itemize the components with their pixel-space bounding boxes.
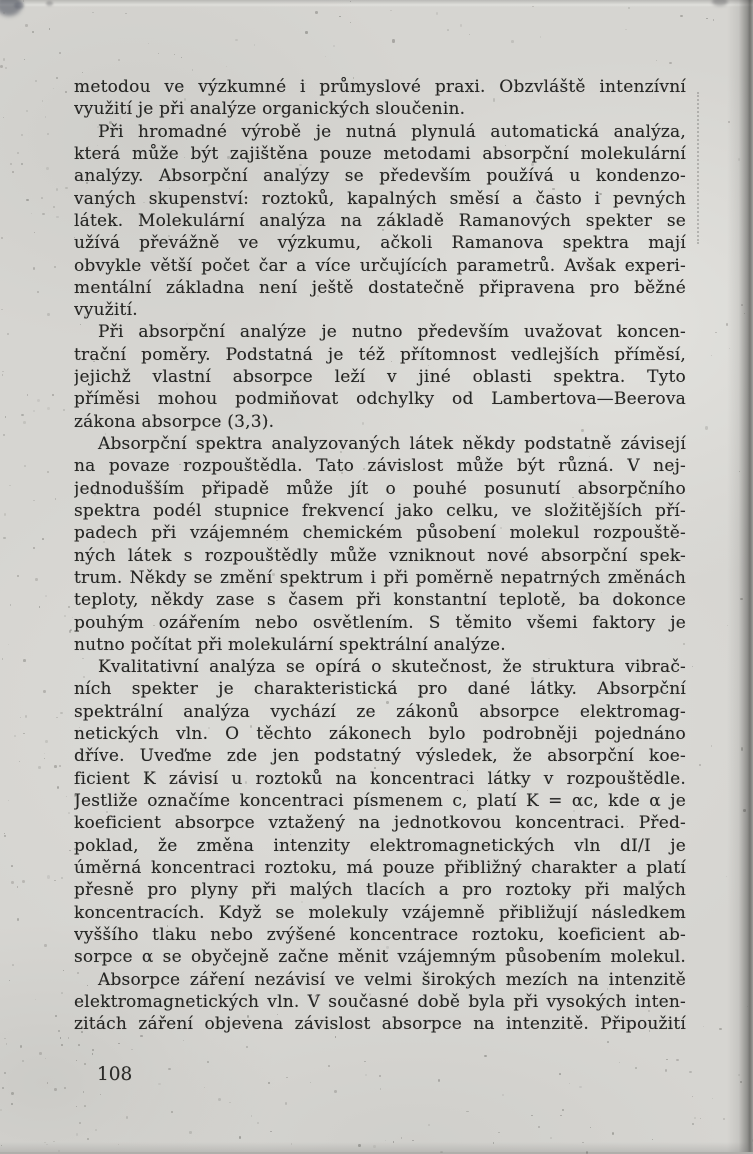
text-line: jejichž vlastní absorpce leží v jiné oblasti spektra. Tyto — [74, 367, 686, 388]
text-line: zákona absorpce (3,3). — [74, 411, 275, 432]
text-line: Absorpce záření nezávisí ve velmi širokých mezích na intenzitě — [98, 969, 686, 990]
text-line: trační poměry. Podstatná je též přítomnost vedlejších příměsí, — [74, 344, 686, 365]
text-line: vyššího tlaku nebo zvýšené koncentrace roztoku, koeficient ab- — [74, 924, 686, 945]
scan-corner-smudge — [14, 2, 24, 9]
paragraph — [74, 969, 686, 1036]
text-line: na povaze rozpouštědla. Tato závislost může být různá. V nej- — [74, 456, 686, 477]
scan-top-edge — [0, 0, 753, 7]
text-line: spektrální analýza vychází ze zákonů absorpce elektromag- — [74, 701, 686, 722]
text-line: ních spekter je charakteristická pro dané látky. Absorpční — [74, 679, 686, 700]
paragraph — [74, 656, 686, 968]
text-line: netických vln. O těchto zákonech bylo podrobněji pojednáno — [74, 724, 686, 745]
text-line: pouhým ozářením nebo osvětlením. S těmito všemi faktory je — [74, 612, 686, 633]
text-line: ných látek s rozpouštědly může vzniknout nové absorpční spek- — [74, 545, 686, 566]
paragraph — [74, 321, 686, 433]
text-line: teploty, někdy zase s časem při konstantní teplotě, ba dokonce — [74, 590, 686, 611]
text-line: mentální základna není ještě dostatečně připravena pro běžné — [74, 277, 686, 298]
text-line: Při absorpční analýze je nutno především uvažovat koncen- — [98, 322, 686, 343]
text-line: sorpce α se obyčejně začne měnit vzájemným působením molekul. — [74, 947, 686, 968]
text-line: úměrná koncentraci roztoku, má pouze přibližný charakter a platí — [74, 857, 686, 878]
text-line: trum. Někdy se změní spektrum i při poměrně nepatrných změnách — [74, 567, 686, 588]
text-line: obvykle větší počet čar a více určujících parametrů. Avšak experi- — [74, 255, 686, 276]
text-line: vaných skupenství: roztoků, kapalných směsí a často i pevných — [74, 188, 686, 209]
text-line: zitách záření objevena závislost absorpce na intenzitě. Připoužití — [74, 1014, 686, 1035]
text-line: metodou ve výzkumné i průmyslové praxi. Obzvláště intenzívní — [74, 77, 686, 97]
page-number: 108 — [97, 1064, 133, 1085]
text-line: poklad, že změna intenzity elektromagnetických vln dI/I je — [74, 835, 686, 856]
paragraph — [74, 121, 686, 322]
scan-bottom-edge — [0, 1142, 753, 1152]
text-line: elektromagnetických vln. V současné době byla při vysokých inten- — [74, 991, 686, 1012]
text-line: spektra podél stupnice frekvencí jako celku, ve složitějších pří- — [74, 500, 686, 521]
scan-corner-smudge — [46, 1, 53, 6]
paragraph — [74, 433, 686, 656]
text-line: Absorpční spektra analyzovaných látek někdy podstatně závisejí — [98, 434, 686, 454]
text-line: koncentracích. Když se molekuly vzájemně přibližují následkem — [74, 902, 686, 923]
text-line: látek. Molekulární analýza na základě Ramanových spekter se — [74, 210, 686, 231]
text-line: Při hromadné výrobě je nutná plynulá automatická analýza, — [98, 121, 686, 142]
text-line: ficient K závisí u roztoků na koncentraci látky v rozpouštědle. — [74, 768, 686, 789]
text-line: využití. — [74, 300, 138, 321]
text-line: která může být zajištěna pouze metodami absorpční molekulární — [74, 143, 686, 164]
text-line: padech při vzájemném chemickém působení molekul rozpouště- — [74, 523, 686, 544]
paragraph — [74, 76, 686, 121]
text-line: využití je při analýze organických sloučenin. — [74, 99, 466, 120]
page-edge-shadow — [727, 0, 753, 1152]
text-line: Kvalitativní analýza se opírá o skutečnost, že struktura vibrač- — [98, 657, 686, 678]
text-line: analýzy. Absorpční analýzy se především používá u kondenzo- — [74, 166, 686, 187]
body-text — [74, 76, 686, 1035]
text-line: koeficient absorpce vztažený na jednotkovou koncentraci. Před- — [74, 813, 686, 834]
text-line: příměsi mohou podmiňovat odchylky od Lambertova—Beerova — [74, 389, 686, 410]
text-line: přesně pro plyny při malých tlacích a pro roztoky při malých — [74, 880, 686, 901]
text-line: dříve. Uveďme zde jen podstatný výsledek, že absorpční koe- — [74, 746, 686, 767]
text-line: nutno počítat při molekulární spektrální analýze. — [74, 634, 506, 655]
text-line: jednodušším připadě může jít o pouhé posunutí absorpčního — [74, 478, 686, 499]
margin-pencil-mark — [697, 92, 699, 244]
text-line: Jestliže označíme koncentraci písmenem c, platí K = αc, kde α je — [74, 791, 686, 811]
text-line: užívá převážně ve výzkumu, ačkoli Ramanova spektra mají — [74, 233, 686, 254]
